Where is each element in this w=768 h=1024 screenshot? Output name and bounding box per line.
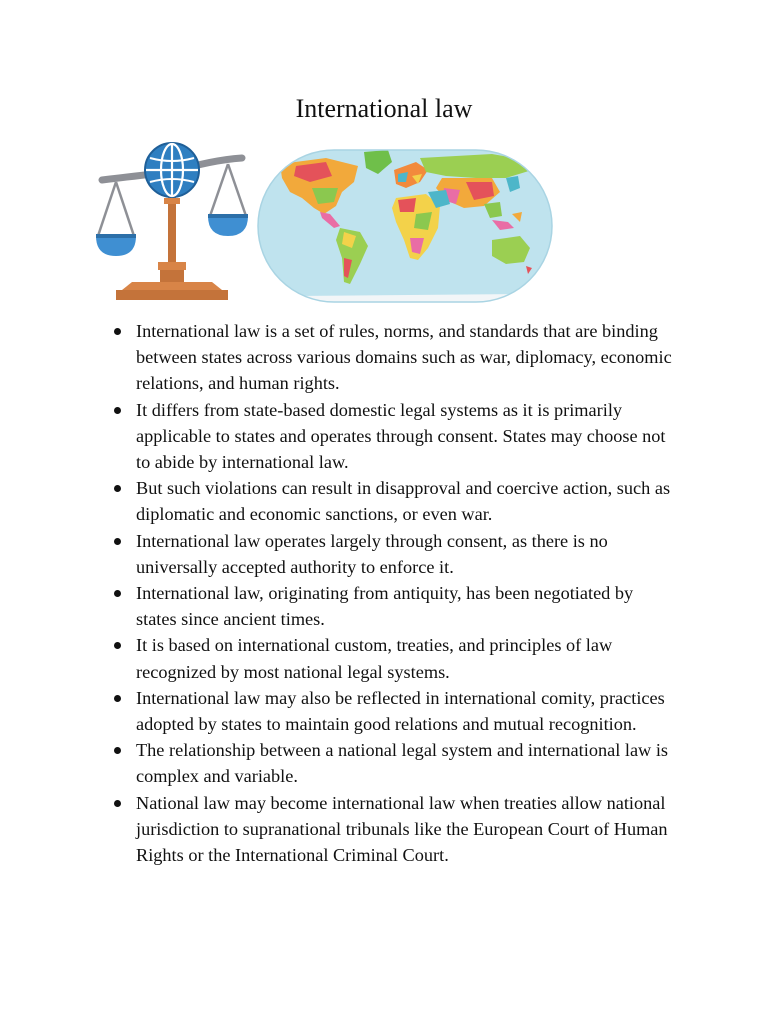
- list-item-text: National law may become international law when treaties allow national jurisdiction to supranational tribunals like the European Court of Human Rights or the International Criminal Court.: [136, 792, 668, 866]
- list-item-text: International law, originating from antiquity, has been negotiated by states since ancient times.: [136, 583, 634, 630]
- world-map-icon: [256, 148, 554, 304]
- bullet-icon: [114, 407, 121, 414]
- list-item-text: But such violations can result in disapproval and coercive action, such as diplomatic and economic sanctions, or even war.: [136, 478, 671, 525]
- bullet-list: [114, 318, 674, 868]
- list-item: [114, 528, 674, 580]
- list-item: [114, 632, 674, 684]
- bullet-icon: [114, 695, 121, 702]
- scale-globe-icon: [92, 138, 252, 304]
- list-item-text: The relationship between a national legal system and international law is complex and variable.: [136, 740, 669, 787]
- list-item: [114, 685, 674, 737]
- list-item-text: International law is a set of rules, norms, and standards that are binding between states across various domains such as war, diplomacy, economic relations, and human rights.: [136, 321, 672, 394]
- list-item: [114, 737, 674, 789]
- page-title: International law: [295, 94, 473, 123]
- list-item: [114, 475, 674, 527]
- list-item-text: It differs from state-based domestic legal systems as it is primarily applicable to states and operates through consent. States may choose not to abide by international law.: [136, 399, 666, 473]
- list-item: [114, 397, 674, 476]
- list-item: [114, 318, 674, 397]
- bullet-icon: [114, 485, 121, 492]
- bullet-icon: [114, 590, 121, 597]
- list-item-text: International law operates largely through consent, as there is no universally accepted authority to enforce it.: [136, 530, 608, 577]
- bullet-icon: [114, 538, 121, 545]
- bullet-icon: [114, 328, 121, 335]
- list-item-text: It is based on international custom, treaties, and principles of law recognized by most national legal systems.: [136, 635, 613, 682]
- bullet-icon: [114, 642, 121, 649]
- list-item: [114, 790, 674, 869]
- list-item: [114, 580, 674, 632]
- bullet-icon: [114, 747, 121, 754]
- bullet-icon: [114, 800, 121, 807]
- list-item-text: International law may also be reflected in international comity, practices adopted by states to maintain good relations and mutual recognition.: [136, 687, 665, 735]
